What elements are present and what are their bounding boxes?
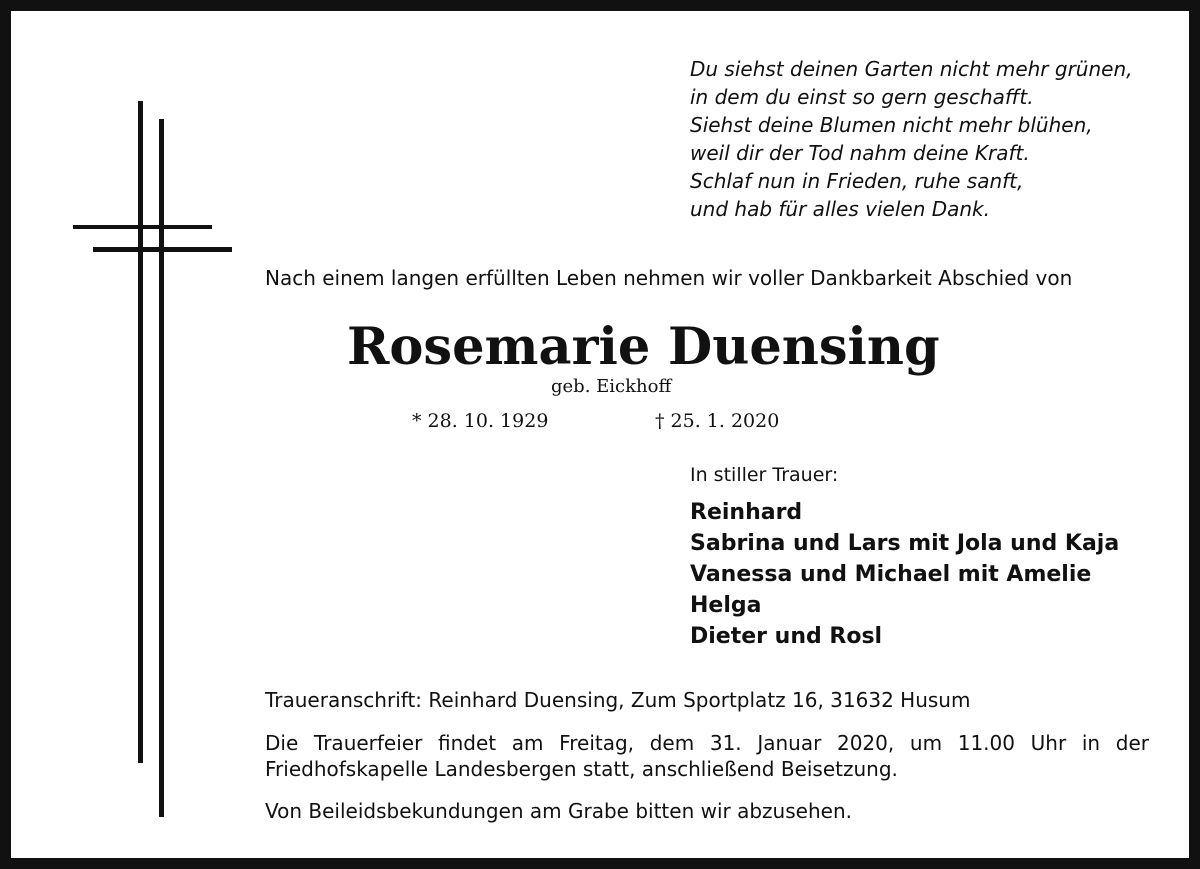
- poem-line: weil dir der Tod nahm deine Kraft.: [690, 141, 1030, 165]
- ceremony-line: Friedhofskapelle Landesbergen statt, anschließend Beisetzung.: [265, 757, 898, 781]
- poem-line: und hab für alles vielen Dank.: [690, 197, 990, 221]
- mourner-name: Helga: [690, 593, 762, 618]
- mourner-name: Sabrina und Lars mit Jola und Kaja: [690, 531, 1120, 556]
- mourner-name: Reinhard: [690, 500, 803, 525]
- cross-vertical-bar-left: [138, 101, 143, 763]
- poem-line: Siehst deine Blumen nicht mehr blühen,: [690, 113, 1093, 137]
- poem-line: Du siehst deinen Garten nicht mehr grünen,: [690, 57, 1133, 81]
- ceremony-notice: [265, 730, 1149, 782]
- mourner-name: Vanessa und Michael mit Amelie: [690, 562, 1092, 587]
- cross-horizontal-bar-upper: [73, 225, 212, 229]
- condolence-note: Von Beileidsbekundungen am Grabe bitten wir abzusehen.: [265, 799, 852, 823]
- ceremony-line: Die Trauerfeier findet am Freitag, dem 31. Januar 2020, um 11.00 Uhr in der: [265, 731, 1149, 755]
- intro-text: Nach einem langen erfüllten Leben nehmen wir voller Dankbarkeit Abschied von: [265, 266, 1073, 290]
- maiden-name: geb. Eickhoff: [551, 376, 672, 397]
- cross-vertical-bar-right: [159, 119, 164, 817]
- cross-horizontal-bar-lower: [93, 247, 232, 252]
- mourning-label: In stiller Trauer:: [690, 464, 839, 486]
- mourners-list: [690, 497, 1119, 652]
- deceased-name: Rosemarie Duensing: [347, 317, 940, 377]
- poem-line: in dem du einst so gern geschafft.: [690, 85, 1034, 109]
- poem-line: Schlaf nun in Frieden, ruhe sanft,: [690, 169, 1024, 193]
- death-date: † 25. 1. 2020: [655, 410, 780, 432]
- poem: [690, 55, 1133, 223]
- mourning-address: Traueranschrift: Reinhard Duensing, Zum Sportplatz 16, 31632 Husum: [265, 688, 971, 712]
- birth-date: * 28. 10. 1929: [412, 410, 549, 432]
- mourner-name: Dieter und Rosl: [690, 624, 883, 649]
